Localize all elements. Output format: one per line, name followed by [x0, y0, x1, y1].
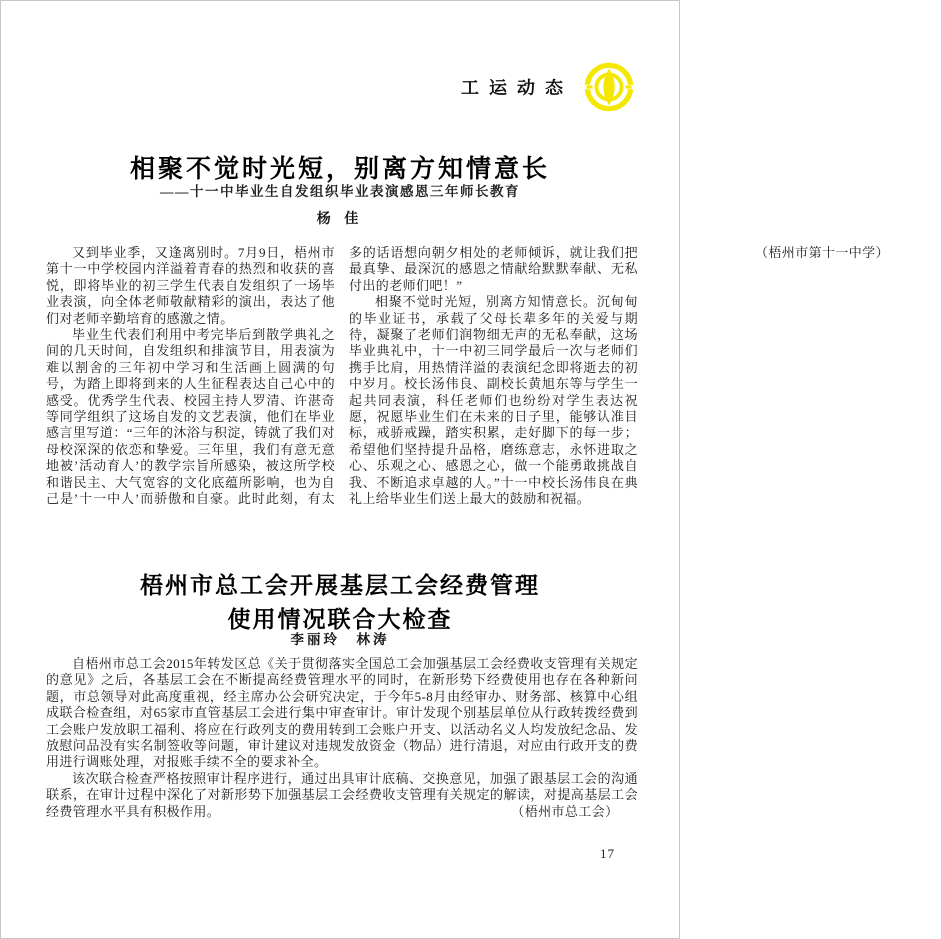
article2-body — [46, 656, 638, 820]
article1-paragraph-1: 又到毕业季，又逢离别时。7月9日，梧州市第十一中学校园内洋溢着青春的热烈和收获的喜悦，即将毕业的初三学生代表自发组织了一场毕业表演，向全体老师敬献精彩的演出，表达了他们对老师辛勤培育的感激之情。 — [46, 245, 335, 326]
trade-union-logo-icon — [583, 61, 635, 113]
article2-title-line1: 梧州市总工会开展基层工会经费管理 — [140, 573, 540, 599]
article2-title-line2: 使用情况联合大检查 — [227, 607, 453, 633]
article1-author: 杨 佳 — [316, 212, 364, 227]
section-label: 工运动态 — [461, 78, 573, 98]
article2-paragraph-2-text: 该次联合检查严格按照审计程序进行，通过出具审计底稿、交换意见，加强了跟基层工会的沟通联系，在审计过程中深化了对新形势下加强基层工会经费收支管理有关规定的解读，对提高基层工会经费管理水平具有积极作用。 — [46, 770, 638, 819]
article2-title — [1, 569, 679, 637]
article1-paragraph-2: 毕业生代表们利用中考完毕后到散学典礼之间的几天时间，自发组织和排演节目，用表演为难以割舍的三年初中学习和生活画上圆满的句号，为踏上即将到来的人生征程表达自己心中的感受。优秀学生代表、校园主持人罗清、许湛奇等同学组织了这场自发的文艺表演，他们在毕业感言里写道：“三年的沐浴与积淀，铸就了我们对母校深深的依恋和挚爱。三年里，我们有意无意地被’活动育人’的教学宗旨所感染，被这所学校和谐民主、大气宽容的文化底蕴所影响，也为自己是’十一中人’而骄傲和自豪。此时此刻，有太多的话语想向朝夕相处的老师倾诉，就让我们把最真挚、最深沉的感恩之情献给默默奉献、无私付出的老师们吧！” — [46, 245, 638, 507]
article1-body — [46, 245, 889, 513]
article1-title: 相聚不觉时光短，别离方知情意长 — [129, 155, 550, 183]
article2-paragraph-2 — [46, 771, 638, 820]
article1-attribution: （梧州市第十一中学） — [754, 245, 889, 260]
page-number: 17 — [600, 846, 615, 861]
article2-attribution: （梧州市总工会） — [511, 803, 619, 819]
article2-authors: 李丽玲 林涛 — [290, 632, 390, 647]
article1-subtitle: ——十一中毕业生自发组织毕业表演感恩三年师长教育 — [160, 184, 520, 199]
article2-paragraph-1: 自梧州市总工会2015年转发区总《关于贯彻落实全国总工会加强基层工会经费收支管理有关规定的意见》之后，各基层工会在不断提高经费管理水平的同时，在新形势下经费使用也存在各种新问题，市总领导对此高度重视，经主席办公会研究决定，于今年5-8月由经审办、财务部、核算中心组成联合检查组，对65家市直管基层工会进行集中审查审计。审计发现个别基层单位从行政转拨经费到工会账户发放职工福利、将应在行政列支的费用转到工会账户开支、以活动名义人均发放纪念品、发放慰问品没有实名制签收等问题，审计建议对违规发放资金（物品）进行清退，对应由行政开支的费用进行调账处理，对报账手续不全的要求补全。 — [46, 656, 638, 770]
article1-paragraph-3: 相聚不觉时光短，别离方知情意长。沉甸甸的毕业证书，承载了父母长辈多年的关爱与期待，凝聚了老师们润物细无声的无私奉献，这场毕业典礼中，十一中初三同学最后一次与老师们携手比肩，用热情洋溢的表演纪念即将逝去的初中岁月。校长汤伟良、副校长黄旭东等与学生一起共同表演，科任老师们也纷纷对学生表达祝愿，祝愿毕业生们在未来的日子里，能够认准目标，戒骄戒躁，踏实积累，走好脚下的每一步；希望他们坚持提升品格，磨练意志，永怀进取之心、乐观之心、感恩之心，做一个能勇敢挑战自我、不断追求卓越的人。”十一中校长汤伟良在典礼上给毕业生们送上最大的鼓励和祝福。 — [349, 294, 638, 507]
page-header — [461, 61, 635, 113]
